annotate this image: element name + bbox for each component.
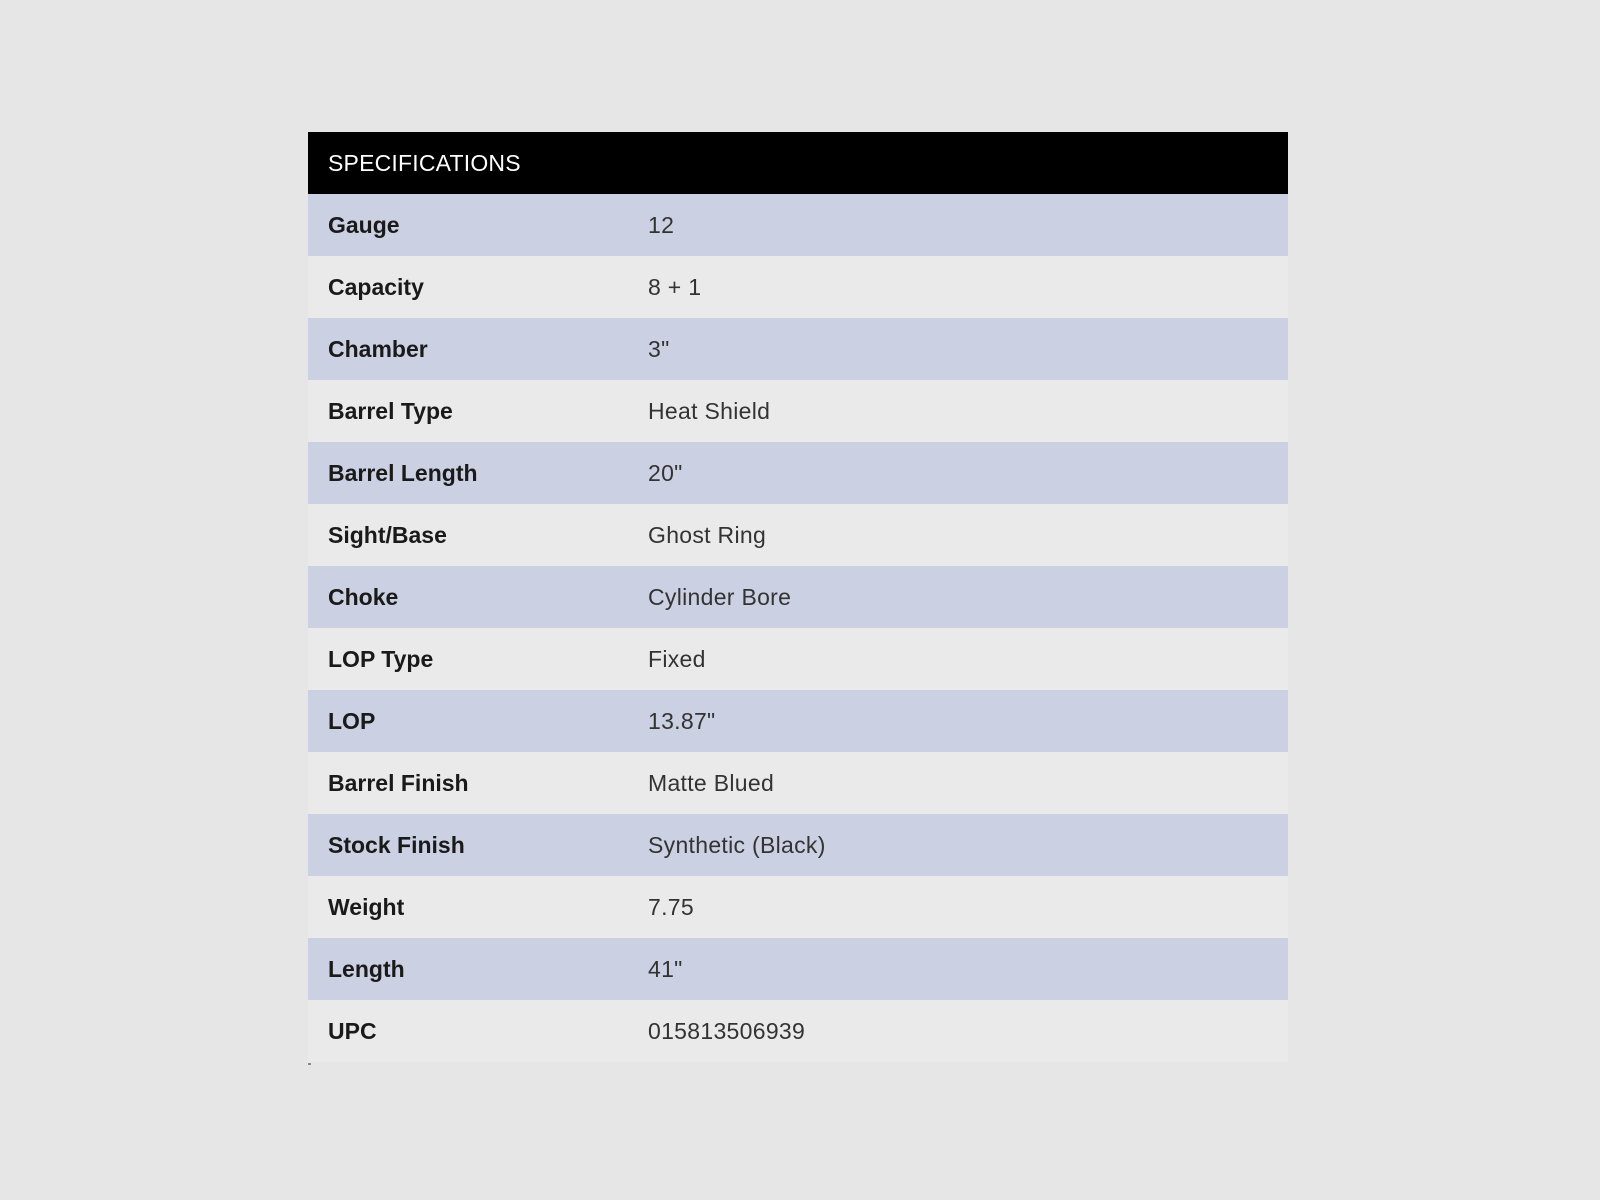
table-row: [308, 566, 1288, 628]
table-row: [308, 752, 1288, 814]
spec-value: Ghost Ring: [648, 521, 767, 548]
spec-label: LOP Type: [328, 645, 434, 672]
spec-label: Sight/Base: [328, 521, 447, 548]
table-row: [308, 690, 1288, 752]
spec-label: Barrel Finish: [328, 769, 469, 796]
spec-value: 41": [648, 955, 683, 982]
spec-label: Length: [328, 955, 405, 982]
table-row: [308, 380, 1288, 442]
spec-label: Choke: [328, 583, 399, 610]
spec-label: Chamber: [328, 335, 428, 362]
table-row: [308, 876, 1288, 938]
spec-value: 7.75: [648, 893, 694, 920]
spec-value: Heat Shield: [648, 397, 771, 424]
spec-label: LOP: [328, 707, 376, 734]
table-row: [308, 938, 1288, 1000]
spec-value: Synthetic (Black): [648, 831, 826, 858]
spec-label: Barrel Length: [328, 459, 478, 486]
table-title: SPECIFICATIONS: [328, 149, 521, 176]
spec-value: Cylinder Bore: [648, 583, 792, 610]
table-row: [308, 814, 1288, 876]
table-row: [308, 442, 1288, 504]
table-body: [308, 194, 1288, 1062]
spec-value: Matte Blued: [648, 769, 775, 796]
spec-value: 20": [648, 459, 683, 486]
spec-value: 13.87": [648, 707, 716, 734]
spec-label: UPC: [328, 1017, 377, 1044]
table-row: [308, 628, 1288, 690]
table-header: [308, 132, 1288, 194]
spec-label: Barrel Type: [328, 397, 453, 424]
spec-value: 12: [648, 211, 675, 238]
table-row: [308, 256, 1288, 318]
table-row: [308, 504, 1288, 566]
table-row: [308, 318, 1288, 380]
stray-mark: [308, 1063, 311, 1065]
spec-value: Fixed: [648, 645, 706, 672]
spec-value: 3": [648, 335, 670, 362]
spec-label: Weight: [328, 893, 405, 920]
spec-value: 8 + 1: [648, 273, 702, 300]
spec-label: Gauge: [328, 211, 400, 238]
table-row: [308, 1000, 1288, 1062]
table-row: [308, 194, 1288, 256]
spec-value: 015813506939: [648, 1017, 806, 1044]
spec-label: Capacity: [328, 273, 424, 300]
specifications-table: [308, 132, 1288, 1062]
spec-label: Stock Finish: [328, 831, 465, 858]
